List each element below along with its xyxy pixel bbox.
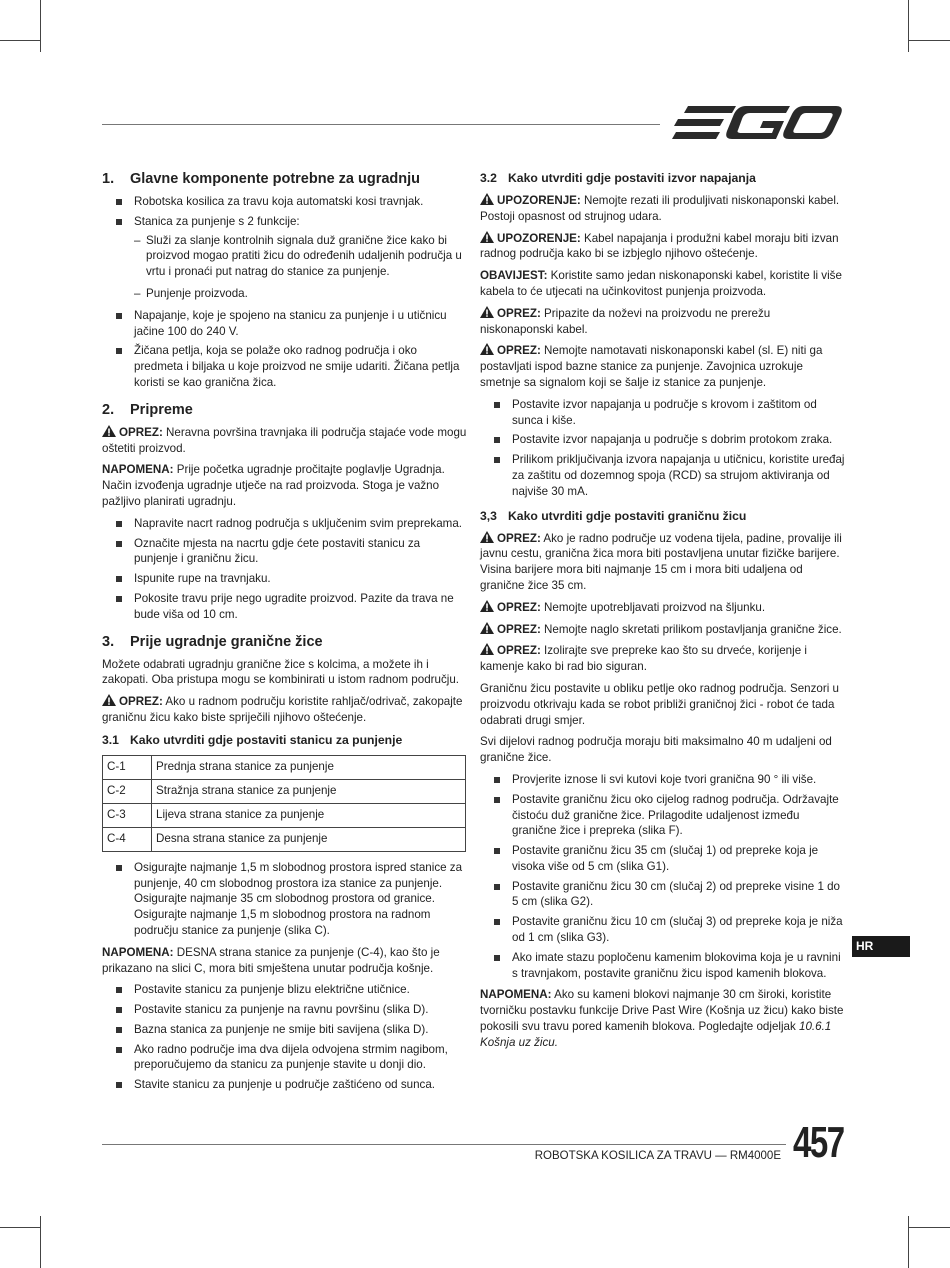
- warning-icon: [480, 343, 494, 355]
- caution-paragraph: OPREZ: Ako je radno područje uz vodena tijela, padine, provalije ili javnu cestu, granična žica mora biti postavljena unutar fizičke barijere. Visina barijere mora biti najmanje 15 cm i mora biti udaljena od granične žice 35 cm.: [480, 531, 842, 592]
- body-paragraph: Graničnu žicu postavite u obliku petlje oko radnog područja. Senzori u proizvodu otkrivaju kada se robot približi graničnoj žici - robot će tada odabrati drugi smjer.: [480, 681, 839, 727]
- sub-list-item: – Služi za slanje kontrolnih signala duž granične žice kako bi proizvod mogao pratiti žicu do određenih udaljenih područja u vrtu i pronaći put natrag do stanice za punjenje.: [134, 233, 462, 279]
- bullet-square-icon: [116, 987, 122, 993]
- section-3-2-heading: 3.2 Kako utvrditi gdje postaviti izvor napajanja: [480, 171, 756, 185]
- warning-paragraph: UPOZORENJE: Nemojte rezati ili produljivati niskonaponski kabel. Postoji opasnost od strujnog udara.: [480, 194, 840, 223]
- list-item: Robotska kosilica za travu koja automatski kosi travnjak.: [102, 194, 467, 210]
- notice-paragraph: OBAVIJEST: Koristite samo jedan niskonaponski kabel, koristite li više kabela to će utjecati na učinkovitost punjenja proizvoda.: [480, 269, 842, 298]
- caution-paragraph: OPREZ: Nemojte namotavati niskonaponski kabel (sl. E) niti ga postavljati ispod bazne stanice za punjenje. Zavojnica uzrokuje smetnje sa signalom koji se šalje iz stanice za punjenje.: [480, 344, 823, 389]
- bullet-square-icon: [116, 1047, 122, 1053]
- list-item: Ako imate stazu popločenu kamenim blokovima koja je u ravnini s travnjakom, postavite graničnu žicu ispod kamenih blokova.: [480, 950, 846, 982]
- table-row: C-3 Lijeva strana stanice za punjenje: [103, 803, 466, 827]
- bullet-square-icon: [116, 219, 122, 225]
- section-1-list: [102, 194, 467, 391]
- language-tab: HR: [852, 936, 910, 957]
- right-column: [480, 170, 846, 1057]
- section-2-heading: 2. Pripreme: [102, 401, 193, 418]
- body-paragraph: Svi dijelovi radnog područja moraju biti maksimalno 40 m udaljeni od granične žice.: [480, 735, 832, 765]
- warning-icon: [480, 643, 494, 655]
- list-item: Postavite stanicu za punjenje blizu električne utičnice.: [102, 982, 467, 998]
- section-2-list: [102, 516, 467, 623]
- charging-station-table: [102, 755, 466, 852]
- warning-icon: [480, 306, 494, 318]
- list-item: Bazna stanica za punjenje ne smije biti savijena (slika D).: [102, 1022, 467, 1038]
- warning-icon: [480, 193, 494, 205]
- crop-mark: [0, 40, 40, 41]
- bullet-square-icon: [116, 1007, 122, 1013]
- footer-rule: [102, 1144, 786, 1145]
- bullet-square-icon: [494, 848, 500, 854]
- bullet-square-icon: [116, 348, 122, 354]
- caution-paragraph: OPREZ: Nemojte upotrebljavati proizvod na šljunku.: [480, 600, 846, 616]
- bullet-square-icon: [116, 313, 122, 319]
- list-item: Prilikom priključivanja izvora napajanja u utičnicu, koristite uređaj za zaštitu od dozemnog spoja (RCD) sa strujom aktiviranja od najviše 30 mA.: [480, 452, 846, 499]
- section-3-2-list: [480, 397, 846, 500]
- section-3-1-heading: 3.1 Kako utvrditi gdje postaviti stanicu za punjenje: [102, 732, 403, 747]
- bullet-square-icon: [116, 541, 122, 547]
- warning-icon: [480, 231, 494, 243]
- warning-icon: [102, 425, 116, 437]
- caution-paragraph: OPREZ: Pripazite da noževi na proizvodu ne prerežu niskonaponski kabel.: [480, 306, 771, 336]
- list-item: Postavite izvor napajanja u područje s dobrim protokom zraka.: [480, 432, 846, 448]
- note-paragraph: NAPOMENA: DESNA strana stanice za punjenje (C-4), kao što je prikazano na slici C, mora biti smještena unutar područja košnje.: [102, 945, 440, 975]
- ego-logo: [672, 100, 844, 146]
- crop-mark: [908, 1216, 909, 1268]
- bullet-square-icon: [494, 437, 500, 443]
- bullet-square-icon: [494, 919, 500, 925]
- crop-mark: [908, 0, 909, 52]
- list-item: Postavite izvor napajanja u područje s krovom i zaštitom od sunca i kiše.: [480, 397, 846, 429]
- bullet-square-icon: [116, 576, 122, 582]
- warning-icon: [102, 694, 116, 706]
- section-3-1-list-a: [102, 860, 467, 939]
- list-item: Stanica za punjenje s 2 funkcije: – Služi za slanje kontrolnih signala duž granične žice kako bi proizvod mogao pratiti žicu do određenih udaljenih područja u vrtu i pronaći put natrag do stanice za punjenje. – Punjenje proizvoda.: [102, 214, 467, 302]
- crop-mark: [909, 40, 950, 41]
- bullet-square-icon: [494, 884, 500, 890]
- warning-paragraph: UPOZORENJE: Kabel napajanja i produžni kabel moraju biti izvan radnog područja kako bi se izbjeglo njihovo oštećenje.: [480, 231, 839, 261]
- bullet-square-icon: [116, 521, 122, 527]
- warning-icon: [480, 622, 494, 634]
- sub-list: [102, 233, 467, 302]
- bullet-square-icon: [494, 955, 500, 961]
- crop-mark: [0, 1227, 40, 1228]
- list-item: Osigurajte najmanje 1,5 m slobodnog prostora ispred stanice za punjenje, 40 cm slobodnog prostora iza stanice za punjenje. Osigurajte najmanje 35 cm slobodnog prostora od granice. Osigurajte najmanje 1,5 m slobodnog prostora na radnom području stanice za punjenje (slika C).: [102, 860, 467, 939]
- crop-mark: [40, 1216, 41, 1268]
- page-number: 457: [793, 1118, 844, 1167]
- section-3-heading: 3. Prije ugradnje granične žice: [102, 633, 323, 650]
- bullet-square-icon: [116, 199, 122, 205]
- list-item: Žičana petlja, koja se polaže oko radnog područja i oko predmeta i biljaka u koje proizvod ne smije udariti. Žičana petlja koristi se kao granična žica.: [102, 343, 467, 390]
- list-item: Napajanje, koje je spojeno na stanicu za punjenje i u utičnicu jačine 100 do 240 V.: [102, 308, 467, 340]
- bullet-square-icon: [494, 402, 500, 408]
- footer-product-name: ROBOTSKA KOSILICA ZA TRAVU — RM4000E: [534, 1150, 781, 1162]
- list-item: Postavite graničnu žicu oko cijelog radnog područja. Održavajte čistoću duž granične žice. Prilagodite udaljenost između granične žice i prepreka (slika F).: [480, 792, 846, 839]
- sub-list-item: – Punjenje proizvoda.: [134, 286, 248, 300]
- section-3-1-list-b: [102, 982, 467, 1093]
- list-item: Postavite graničnu žicu 10 cm (slučaj 3) od prepreke koja je niža od 1 cm (slika G3).: [480, 914, 846, 946]
- list-item: Ispunite rupe na travnjaku.: [102, 571, 467, 587]
- table-row: C-1 Prednja strana stanice za punjenje: [103, 755, 466, 779]
- bullet-square-icon: [494, 777, 500, 783]
- section-3-3-list: [480, 772, 846, 982]
- list-item: Provjerite iznose li svi kutovi koje tvori granična 90 ° ili više.: [480, 772, 846, 788]
- section-1-heading: 1. Glavne komponente potrebne za ugradnju: [102, 171, 421, 187]
- caution-paragraph: OPREZ: Neravna površina travnjaka ili područja stajaće vode mogu oštetiti proizvod.: [102, 425, 467, 455]
- warning-icon: [480, 531, 494, 543]
- bullet-square-icon: [116, 1027, 122, 1033]
- list-item: Označite mjesta na nacrtu gdje ćete postaviti stanicu za punjenje i graničnu žicu.: [102, 536, 467, 568]
- caution-paragraph: OPREZ: Izolirajte sve prepreke kao što su drveće, korijenje i kamenje kako bi rad bio siguran.: [480, 644, 807, 674]
- list-item: Pokosite travu prije nego ugradite proizvod. Pazite da trava ne bude viša od 10 cm.: [102, 591, 467, 623]
- bullet-square-icon: [494, 797, 500, 803]
- bullet-square-icon: [116, 596, 122, 602]
- list-item: Stavite stanicu za punjenje u područje zaštićeno od sunca.: [102, 1077, 467, 1093]
- list-item: Postavite stanicu za punjenje na ravnu površinu (slika D).: [102, 1002, 467, 1018]
- table-row: C-2 Stražnja strana stanice za punjenje: [103, 779, 466, 803]
- bullet-square-icon: [116, 1082, 122, 1088]
- list-item: Ako radno područje ima dva dijela odvojena strmim nagibom, preporučujemo da stanicu za punjenje stavite u donji dio.: [102, 1042, 467, 1074]
- caution-paragraph: OPREZ: Nemojte naglo skretati prilikom postavljanja granične žice.: [480, 622, 846, 638]
- left-column: [102, 170, 467, 1099]
- warning-icon: [480, 600, 494, 612]
- bullet-square-icon: [116, 865, 122, 871]
- list-item: Postavite graničnu žicu 35 cm (slučaj 1) od prepreke koja je visoka više od 5 cm (slika G1).: [480, 843, 846, 875]
- note-paragraph: NAPOMENA: Prije početka ugradnje pročitajte poglavlje Ugradnja. Način izvođenja ugradnje utječe na rad proizvoda. Stoga je važno pažljivo planirati ugradnju.: [102, 463, 445, 508]
- crop-mark: [40, 0, 41, 52]
- bullet-square-icon: [494, 457, 500, 463]
- header-rule: [102, 124, 660, 125]
- caution-paragraph: OPREZ: Ako u radnom području koristite rahljač/odrivač, zakopajte graničnu žicu kako biste spriječili njihovo oštećenje.: [102, 695, 463, 724]
- list-item: Postavite graničnu žicu 30 cm (slučaj 2) od prepreke visine 1 do 5 cm (slika G2).: [480, 879, 846, 911]
- crop-mark: [909, 1227, 950, 1228]
- list-item: Napravite nacrt radnog područja s uključenim svim preprekama.: [102, 516, 467, 532]
- table-row: C-4 Desna strana stanice za punjenje: [103, 827, 466, 851]
- note-paragraph: NAPOMENA: Ako su kameni blokovi najmanje 30 cm široki, koristite tvorničku postavku funkcije Drive Past Wire (Košnja uz žicu) kako biste pokosili svu travu pored kamenih blokova. Pogledajte odjeljak 10.6.1 Košnja uz žicu.: [480, 988, 844, 1049]
- body-paragraph: Možete odabrati ugradnju granične žice s kolcima, a možete ih i zakopati. Oba pristupa mogu se kombinirati u istom radnom području.: [102, 657, 460, 687]
- section-3-3-heading: 3,3 Kako utvrditi gdje postaviti graničnu žicu: [480, 508, 747, 523]
